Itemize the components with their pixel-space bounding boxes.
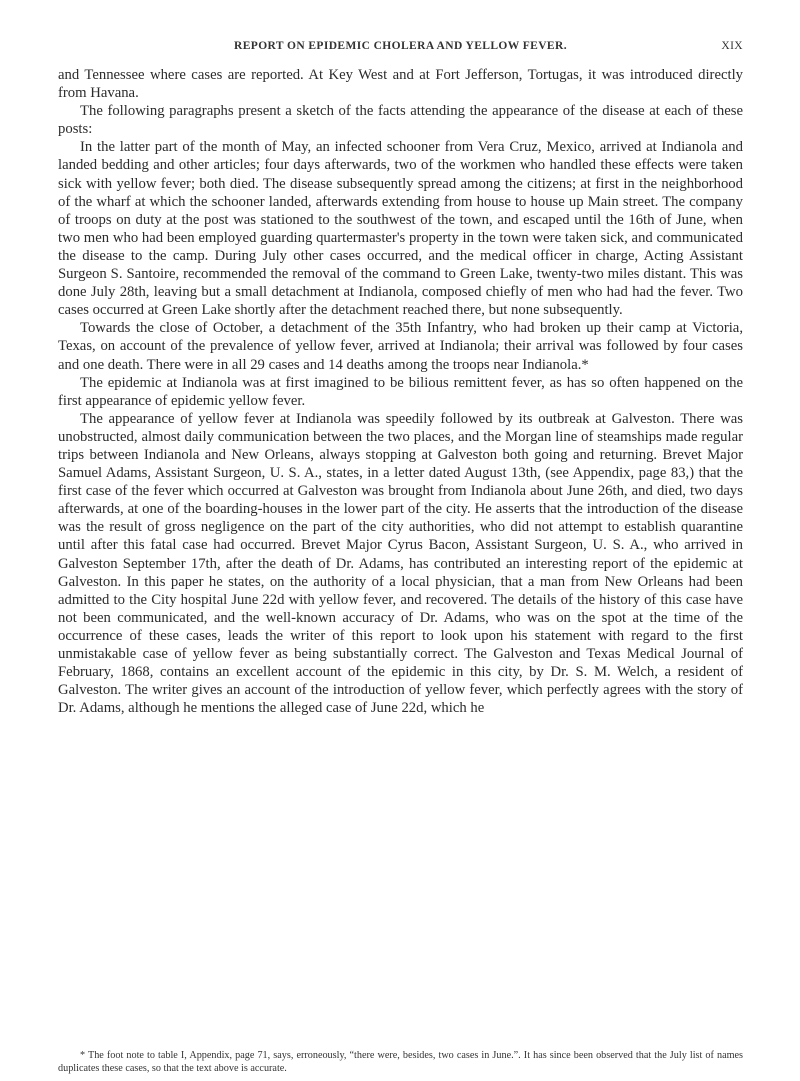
paragraph: In the latter part of the month of May, an infected schooner from Vera Cruz, Mexico, arrived at Indianola and landed bedding and other articles; four days afterwards, two of the workmen who handled these effects were taken sick with yellow fever; both died. The disease subsequently spread among the citizens; at first in the neighborhood of the wharf at which the schooner landed, afterwards extending from house to house up Main street. The company of troops on duty at the post was stationed to the southwest of the town, and escaped until the 16th of June, when two men who had been employed guarding quartermaster's property in the town were taken sick, and communicated the disease to the camp. During July other cases occurred, and the medical officer in charge, Acting Assistant Surgeon S. Santoire, recommended the removal of the command to Green Lake, twenty-two miles distant. This was done July 28th, leaving but a small detachment at Indianola, composed chiefly of men who had had the fever. Two cases occurred at Green Lake shortly after the detachment reached there, but none subsequently.	[58, 139, 743, 319]
footnote	[58, 1050, 743, 1075]
paragraph: The appearance of yellow fever at Indianola was speedily followed by its outbreak at Galveston. There was unobstructed, almost daily communication between the two places, and the Morgan line of steamships made regular trips between Indianola and New Orleans, always stopping at Galveston both going and returning. Brevet Major Samuel Adams, Assistant Surgeon, U. S. A., states, in a letter dated August 13th, (see Appendix, page 83,) that the first case of the fever which occurred at Galveston was brought from Indianola about June 26th, and died, two days afterwards, at one of the boarding-houses in the lower part of the city. He asserts that the introduction of the disease was the result of gross negligence on the part of the city authorities, who did not attempt to establish quarantine until after this fatal case had occurred. Brevet Major Cyrus Bacon, Assistant Surgeon, U. S. A., who arrived in Galveston September 17th, after the death of Dr. Adams, has contributed an interesting report of the epidemic at Galveston. In this paper he states, on the authority of a local physician, that a man from New Orleans had been admitted to the City hospital June 22d with yellow fever, and recovered. The details of the history of this case have not been communicated, and the well-known accuracy of Dr. Adams, who was on the spot at the time of the occurrence of these cases, leads the writer of this report to look upon his statement with regard to the first unmistakable case of yellow fever as being substantially correct. The Galveston and Texas Medical Journal of February, 1868, contains an excellent account of the epidemic in this city, by Dr. S. M. Welch, a resident of Galveston. The writer gives an account of the introduction of yellow fever, which perfectly agrees with the story of Dr. Adams, although he mentions the alleged case of June 22d, which he	[58, 410, 743, 717]
running-header-title: REPORT ON EPIDEMIC CHOLERA AND YELLOW FEVER.	[234, 40, 567, 52]
body-text	[58, 66, 743, 717]
paragraph: and Tennessee where cases are reported. At Key West and at Fort Jefferson, Tortugas, it was introduced directly from Havana.	[58, 67, 743, 102]
paragraph: The epidemic at Indianola was at first imagined to be bilious remittent fever, as has so often happened on the first appearance of epidemic yellow fever.	[58, 374, 743, 409]
paragraph: Towards the close of October, a detachment of the 35th Infantry, who had broken up their camp at Victoria, Texas, on account of the prevalence of yellow fever, arrived at Indianola; their arrival was followed by four cases and one death. There were in all 29 cases and 14 deaths among the troops near Indianola.*	[58, 320, 743, 373]
page-number: XIX	[721, 40, 743, 52]
running-header	[58, 40, 743, 56]
footnote-text: * The foot note to table I, Appendix, page 71, says, erroneously, “there were, besides, two cases in June.”. It has since been observed that the July list of names duplicates these cases, so that the text above is accurate.	[58, 1050, 743, 1074]
paragraph: The following paragraphs present a sketch of the facts attending the appearance of the disease at each of these posts:	[58, 103, 743, 138]
